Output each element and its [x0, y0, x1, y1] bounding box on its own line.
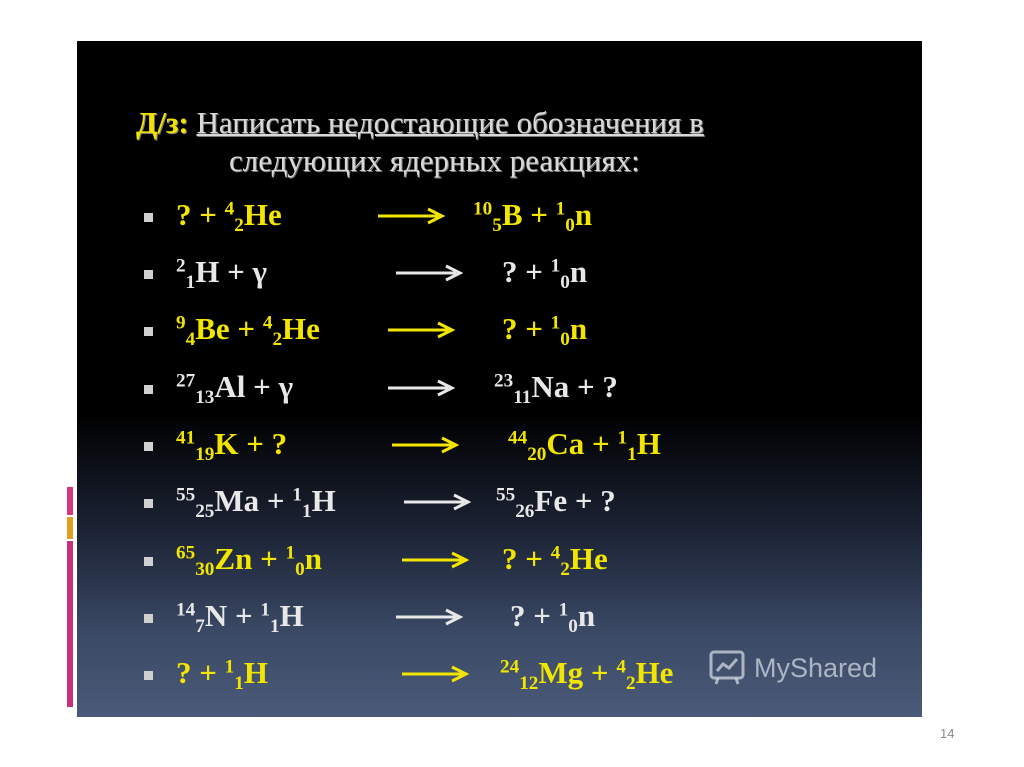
reaction-arrow-icon [394, 263, 464, 283]
rhs-text: ? + [502, 541, 551, 576]
lhs-atomic-number: 4 [185, 328, 196, 350]
lhs-atomic-number: 30 [195, 558, 215, 580]
lhs-atomic-number: 1 [301, 500, 312, 522]
lhs-mass-number: 2 [176, 255, 186, 277]
lhs-text: ? + [176, 655, 225, 690]
rhs-atomic-number: 0 [568, 615, 578, 637]
watermark-text: MyShared [754, 652, 878, 683]
lhs-text: Zn + [214, 541, 286, 576]
rhs-mass-number: 1 [550, 312, 561, 334]
rhs-text: n [574, 197, 593, 232]
bullet-icon [144, 671, 153, 680]
decorative-color-bars [67, 487, 73, 707]
title-prefix: Д/з: [136, 105, 189, 140]
reaction-row [144, 598, 914, 648]
lhs-atomic-number: 2 [234, 214, 244, 236]
reaction-reactants [176, 197, 282, 236]
lhs-text: He [282, 311, 320, 346]
rhs-text: He [635, 655, 674, 690]
rhs-mass-number: 24 [500, 656, 520, 678]
lhs-text: Ma + [214, 483, 293, 518]
lhs-mass-number: 4 [262, 312, 273, 334]
rhs-text: ? + [502, 254, 551, 289]
rhs-text: B + [501, 197, 556, 232]
rhs-atomic-number: 5 [492, 214, 502, 236]
reaction-reactants [176, 311, 320, 350]
lhs-mass-number: 14 [176, 599, 196, 621]
reaction-arrow-icon [390, 435, 460, 455]
reaction-reactants [176, 655, 269, 694]
rhs-mass-number: 55 [496, 484, 516, 506]
reaction-row [144, 426, 914, 476]
bullet-icon [144, 499, 153, 508]
rhs-mass-number: 1 [555, 198, 566, 220]
lhs-atomic-number: 2 [272, 328, 283, 350]
rhs-text: n [569, 254, 588, 289]
bullet-icon [144, 385, 153, 394]
rhs-text: He [569, 541, 608, 576]
reaction-reactants [176, 369, 294, 408]
rhs-atomic-number: 11 [513, 386, 532, 408]
reaction-row [144, 541, 914, 591]
lhs-text: He [243, 197, 282, 232]
lhs-atomic-number: 0 [295, 558, 305, 580]
rhs-mass-number: 1 [617, 427, 628, 449]
reaction-row [144, 483, 914, 533]
rhs-text: Ca + [546, 426, 618, 461]
lhs-text: H [311, 483, 336, 518]
rhs-mass-number: 4 [616, 656, 626, 678]
watermark [708, 646, 908, 690]
bullet-icon [144, 442, 153, 451]
reaction-products [473, 197, 593, 236]
lhs-atomic-number: 25 [195, 500, 215, 522]
lhs-text: n [304, 541, 322, 576]
reaction-row [144, 197, 914, 247]
lhs-text: K + ? [214, 426, 288, 461]
reaction-reactants [176, 483, 336, 522]
reaction-arrow-icon [376, 206, 446, 226]
rhs-mass-number: 23 [494, 370, 514, 392]
title-line1: Написать недостающие обозначения в [196, 105, 704, 140]
rhs-text: n [577, 598, 596, 633]
reaction-row [144, 254, 914, 304]
lhs-atomic-number: 13 [195, 386, 215, 408]
myshared-logo-icon [708, 649, 746, 687]
lhs-mass-number: 27 [176, 370, 196, 392]
rhs-mass-number: 44 [508, 427, 528, 449]
rhs-atomic-number: 0 [560, 328, 570, 350]
reaction-row [144, 369, 914, 419]
lhs-text: Be + [195, 311, 263, 346]
rhs-atomic-number: 2 [625, 672, 636, 694]
reaction-reactants [176, 254, 267, 293]
lhs-mass-number: 41 [176, 427, 196, 449]
rhs-atomic-number: 1 [627, 443, 637, 465]
rhs-text: ? + [510, 598, 559, 633]
rhs-text: n [569, 311, 588, 346]
lhs-text: H [243, 655, 269, 690]
rhs-atomic-number: 0 [560, 271, 570, 293]
reaction-products [496, 483, 616, 522]
reaction-arrow-icon [394, 607, 464, 627]
lhs-atomic-number: 19 [195, 443, 215, 465]
rhs-mass-number: 10 [473, 198, 493, 220]
lhs-atomic-number: 1 [185, 271, 196, 293]
reaction-row [144, 311, 914, 361]
lhs-atomic-number: 7 [195, 615, 205, 637]
rhs-mass-number: 4 [550, 542, 561, 564]
reaction-reactants [176, 541, 322, 580]
rhs-text: Na + ? [531, 369, 618, 404]
lhs-mass-number: 4 [224, 198, 235, 220]
lhs-atomic-number: 1 [234, 672, 244, 694]
reaction-products [508, 426, 661, 465]
lhs-mass-number: 1 [224, 656, 235, 678]
title-line2: следующих ядерных реакциях: [229, 143, 640, 178]
rhs-mass-number: 1 [558, 599, 569, 621]
lhs-text: H + γ [195, 254, 267, 289]
rhs-atomic-number: 12 [519, 672, 539, 694]
rhs-mass-number: 1 [550, 255, 561, 277]
bullet-icon [144, 557, 153, 566]
page-number: 14 [940, 726, 955, 741]
rhs-text: ? + [502, 311, 551, 346]
rhs-atomic-number: 0 [565, 214, 575, 236]
slide-title [136, 104, 856, 180]
reaction-products [502, 311, 588, 350]
bullet-icon [144, 270, 153, 279]
lhs-text: H [279, 598, 304, 633]
reaction-arrow-icon [400, 550, 470, 570]
bullet-icon [144, 614, 153, 623]
rhs-atomic-number: 26 [515, 500, 535, 522]
reaction-products [510, 598, 596, 637]
rhs-text: H [636, 426, 661, 461]
decorative-lines [54, 103, 74, 147]
bullet-icon [144, 327, 153, 336]
reaction-products [500, 655, 674, 694]
reaction-products [502, 254, 588, 293]
reaction-arrow-icon [386, 320, 456, 340]
reaction-reactants [176, 426, 288, 465]
rhs-atomic-number: 2 [560, 558, 570, 580]
reaction-reactants [176, 598, 304, 637]
lhs-mass-number: 1 [260, 599, 270, 621]
lhs-mass-number: 1 [292, 484, 302, 506]
reaction-arrow-icon [402, 492, 472, 512]
lhs-mass-number: 55 [176, 484, 196, 506]
lhs-mass-number: 65 [176, 542, 196, 564]
rhs-text: Fe + ? [534, 483, 616, 518]
lhs-text: Al + γ [214, 369, 294, 404]
rhs-atomic-number: 20 [527, 443, 547, 465]
bullet-icon [144, 213, 153, 222]
lhs-text: ? + [176, 197, 225, 232]
reaction-products [494, 369, 618, 408]
reaction-products [502, 541, 608, 580]
lhs-text: N + [204, 598, 261, 633]
lhs-atomic-number: 1 [269, 615, 280, 637]
lhs-mass-number: 9 [176, 312, 186, 334]
reaction-arrow-icon [400, 664, 470, 684]
rhs-text: Mg + [538, 655, 617, 690]
lhs-mass-number: 1 [285, 542, 296, 564]
reaction-arrow-icon [386, 378, 456, 398]
